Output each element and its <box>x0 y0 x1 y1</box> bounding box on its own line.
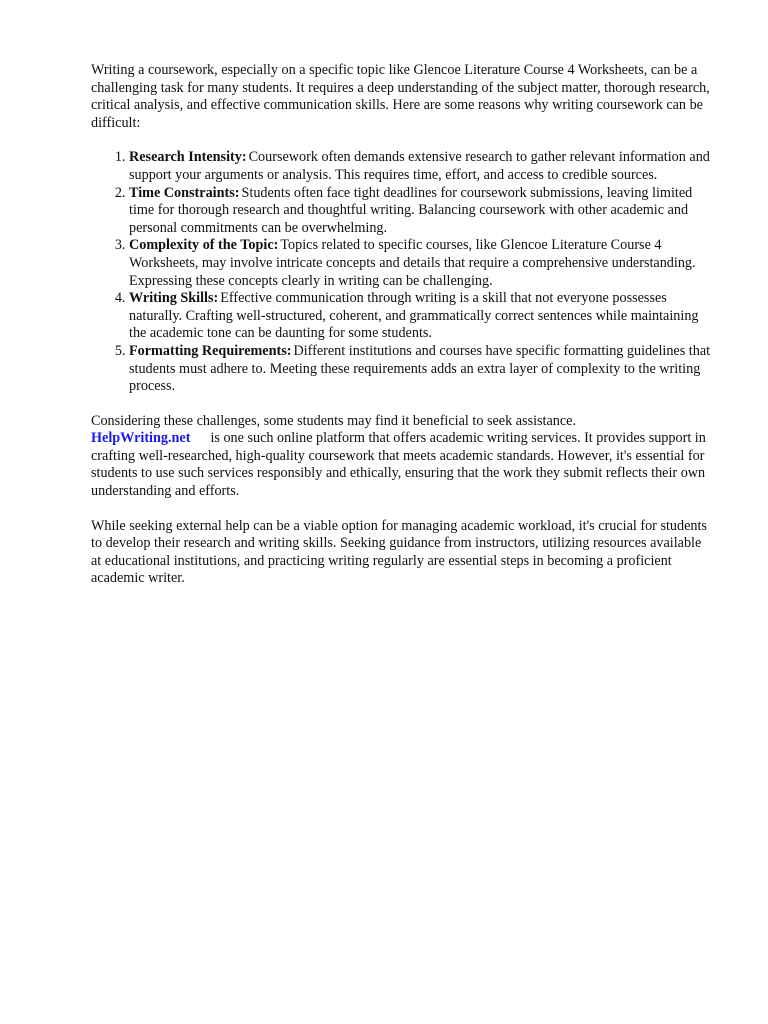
closing-paragraph: While seeking external help can be a viable option for managing academic workload, it's crucial for students to develop their research and writing skills. Seeking guidance from instructors, utilizing resources available at educational institutions, and practicing writing regularly are essential steps in becoming a proficient academic writer. <box>91 517 707 587</box>
helpwriting-link[interactable]: HelpWriting.net <box>91 430 191 447</box>
reasons-list <box>91 149 713 395</box>
list-item-time-constraints <box>129 185 713 238</box>
list-item-text: Different institutions and courses have specific formatting guidelines that students must adhere to. Meeting these requirements adds an extra layer of complexity to the writing process. <box>129 342 711 395</box>
list-item-text: Effective communication through writing is a skill that not everyone possesses naturally. Crafting well-structured, coherent, and grammatically correct sentences while maintaining the academic tone can be daunting for some students. <box>129 290 699 342</box>
assistance-paragraph <box>91 413 713 501</box>
list-item-complexity-of-topic <box>129 237 713 290</box>
list-item-writing-skills <box>129 290 713 343</box>
document-page <box>91 62 713 605</box>
assistance-lead: Considering these challenges, some students may find it beneficial to seek assistance. <box>91 412 577 429</box>
list-item-term: Writing Skills: <box>129 290 219 307</box>
list-item-term: Research Intensity: <box>129 149 247 166</box>
list-item-text: Coursework often demands extensive research to gather relevant information and support your arguments or analysis. This requires time, effort, and access to credible sources. <box>129 149 710 183</box>
list-item-term: Formatting Requirements: <box>129 342 292 359</box>
intro-paragraph: Writing a coursework, especially on a specific topic like Glencoe Literature Course 4 Worksheets, can be a challenging task for many students. It requires a deep understanding of the subject matter, thorough research, critical analysis, and effective communication skills. Here are some reasons why writing coursework can be difficult: <box>91 62 710 131</box>
list-item-formatting-requirements <box>129 343 713 396</box>
list-item-research-intensity <box>129 149 713 184</box>
list-item-text: Students often face tight deadlines for coursework submissions, leaving limited time for thorough research and thoughtful writing. Balancing coursework with other academic and personal commitments can be overwhelming. <box>129 184 693 236</box>
assistance-rest: is one such online platform that offers academic writing services. It provides support in crafting well-researched, high-quality coursework that meets academic standards. However, it's essential for students to use such services responsibly and ethically, ensuring that the work they submit reflects their own understanding and efforts. <box>91 430 706 500</box>
list-item-term: Complexity of the Topic: <box>129 237 279 254</box>
list-item-term: Time Constraints: <box>129 184 240 201</box>
list-item-text: Topics related to specific courses, like Glencoe Literature Course 4 Worksheets, may involve intricate concepts and details that require a comprehensive understanding. Expressing these concepts clearly in writing can be challenging. <box>129 237 696 289</box>
